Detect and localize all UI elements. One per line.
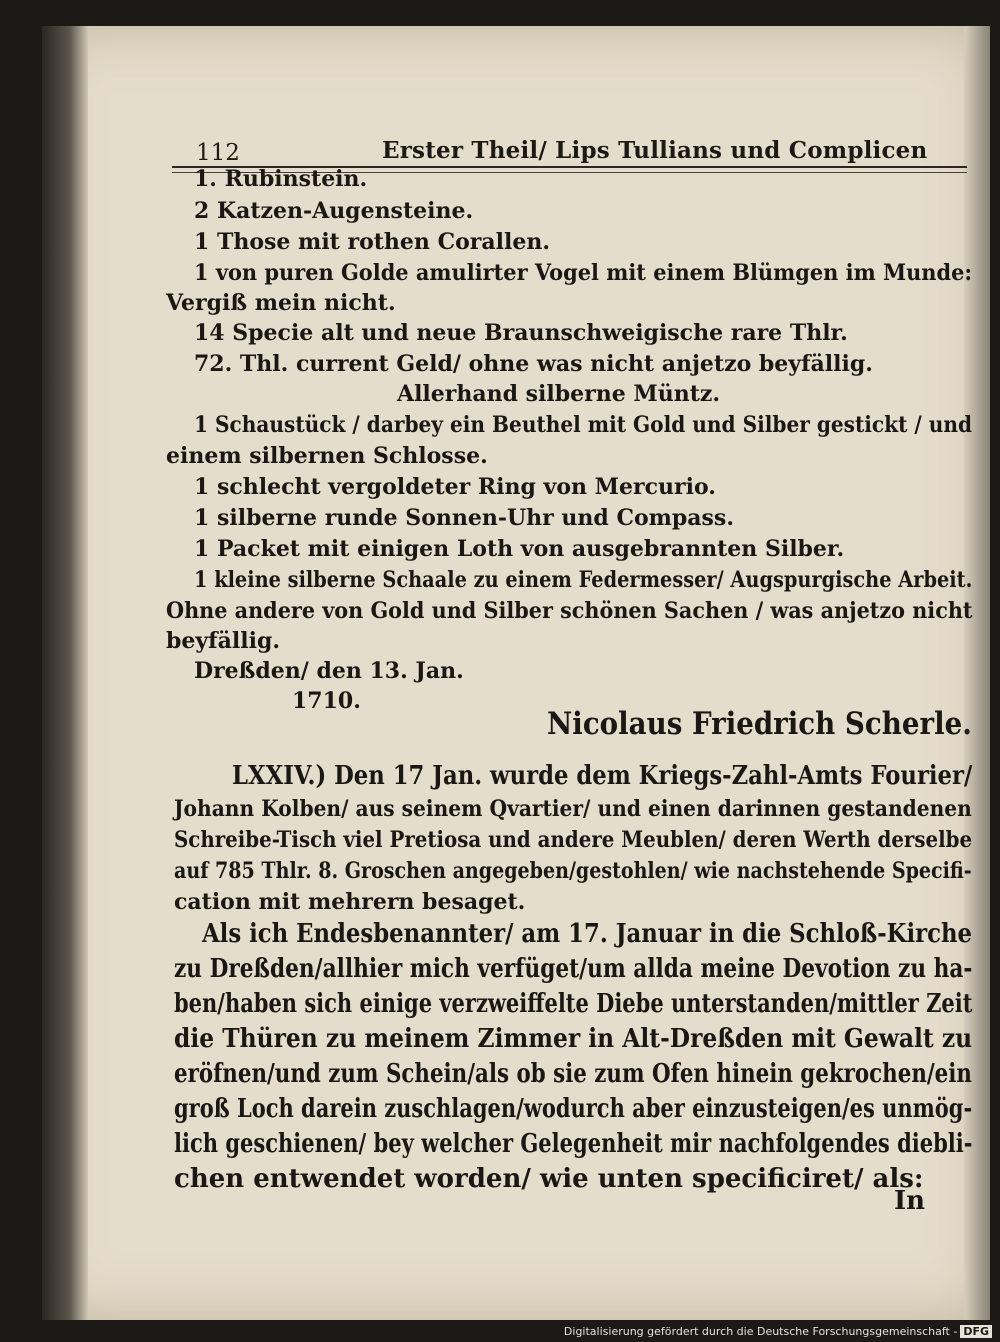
paragraph-line: cation mit mehrern besaget. — [174, 889, 526, 915]
list-line: einem silbernen Schlosse. — [166, 443, 488, 469]
signature: Nicolaus Friedrich Scherle. — [547, 706, 972, 742]
date-line: Dreßden/ den 13. Jan. — [194, 658, 464, 684]
credit-text: Digitalisierung gefördert durch die Deutsche Forschungsgemeinschaft - — [563, 1325, 958, 1338]
list-line: 1 Those mit rothen Corallen. — [194, 229, 550, 255]
list-line: 1 Schaustück / darbey ein Beuthel mit Gold und Silber gestickt / und — [194, 412, 973, 438]
list-line: 72. Thl. current Geld/ ohne was nicht anjetzo beyfällig. — [194, 351, 873, 377]
list-line: 14 Specie alt und neue Braunschweigische rare Thlr. — [194, 320, 848, 346]
letter-line: groß Loch darein zuschlagen/wodurch aber einzusteigen/es unmög- — [174, 1094, 973, 1124]
letter-line: eröfnen/und zum Schein/als ob sie zum Ofen hinein gekrochen/ein — [174, 1059, 972, 1089]
letter-line: die Thüren zu meinem Zimmer in Alt-Dreßden mit Gewalt zu — [174, 1024, 973, 1054]
dfg-logo: DFG — [960, 1325, 992, 1338]
list-line: 1 silberne runde Sonnen-Uhr und Compass. — [194, 505, 734, 531]
list-line: 1 kleine silberne Schaale zu einem Federmesser/ Augspurgische Arbeit. — [194, 567, 973, 593]
paragraph-line: Schreibe-Tisch viel Pretiosa und andere Meublen/ deren Werth derselbe — [174, 827, 973, 853]
letter-line: Als ich Endesbenannter/ am 17. Januar in die Schloß-Kirche — [202, 919, 973, 949]
paragraph-line: auf 785 Thlr. 8. Groschen angegeben/gestohlen/ wie nachstehende Specifi- — [174, 858, 972, 884]
list-line: 1 schlecht vergoldeter Ring von Mercurio. — [194, 474, 716, 500]
list-line: 1. Rubinstein. — [194, 166, 368, 192]
page-text — [42, 26, 990, 1320]
page-number: 112 — [196, 140, 240, 166]
list-heading: Allerhand silberne Müntz. — [397, 381, 721, 407]
letter-line: ben/haben sich einige verzweiffelte Diebe unterstanden/mittler Zeit — [174, 989, 973, 1019]
catchword: In — [894, 1186, 926, 1216]
letter-line: chen entwendet worden/ wie unten specificiret/ als: — [174, 1164, 924, 1194]
list-line: 1 Packet mit einigen Loth von ausgebrannten Silber. — [194, 536, 845, 562]
paragraph-line: Johann Kolben/ aus seinem Qvartier/ und einen darinnen gestandenen — [174, 796, 972, 822]
list-line: Vergiß mein nicht. — [166, 290, 396, 316]
year-line: 1710. — [292, 688, 361, 714]
list-line: 2 Katzen-Augensteine. — [194, 198, 474, 224]
letter-line: zu Dreßden/allhier mich verfüget/um allda meine Devotion zu ha- — [174, 954, 973, 984]
book-page — [42, 26, 990, 1320]
list-line: 1 von puren Golde amulirter Vogel mit einem Blümgen im Munde: — [194, 260, 973, 286]
footer-credit — [564, 1325, 992, 1338]
paragraph-line: LXXIV.) Den 17 Jan. wurde dem Kriegs-Zahl-Amts Fourier/ — [232, 761, 973, 791]
letter-line: lich geschienen/ bey welcher Gelegenheit mir nachfolgendes diebli- — [174, 1129, 973, 1159]
running-title: Erster Theil/ Lips Tullians und Complicen — [382, 137, 928, 164]
list-line: beyfällig. — [166, 628, 280, 654]
list-line: Ohne andere von Gold und Silber schönen Sachen / was anjetzo nicht — [166, 598, 973, 624]
